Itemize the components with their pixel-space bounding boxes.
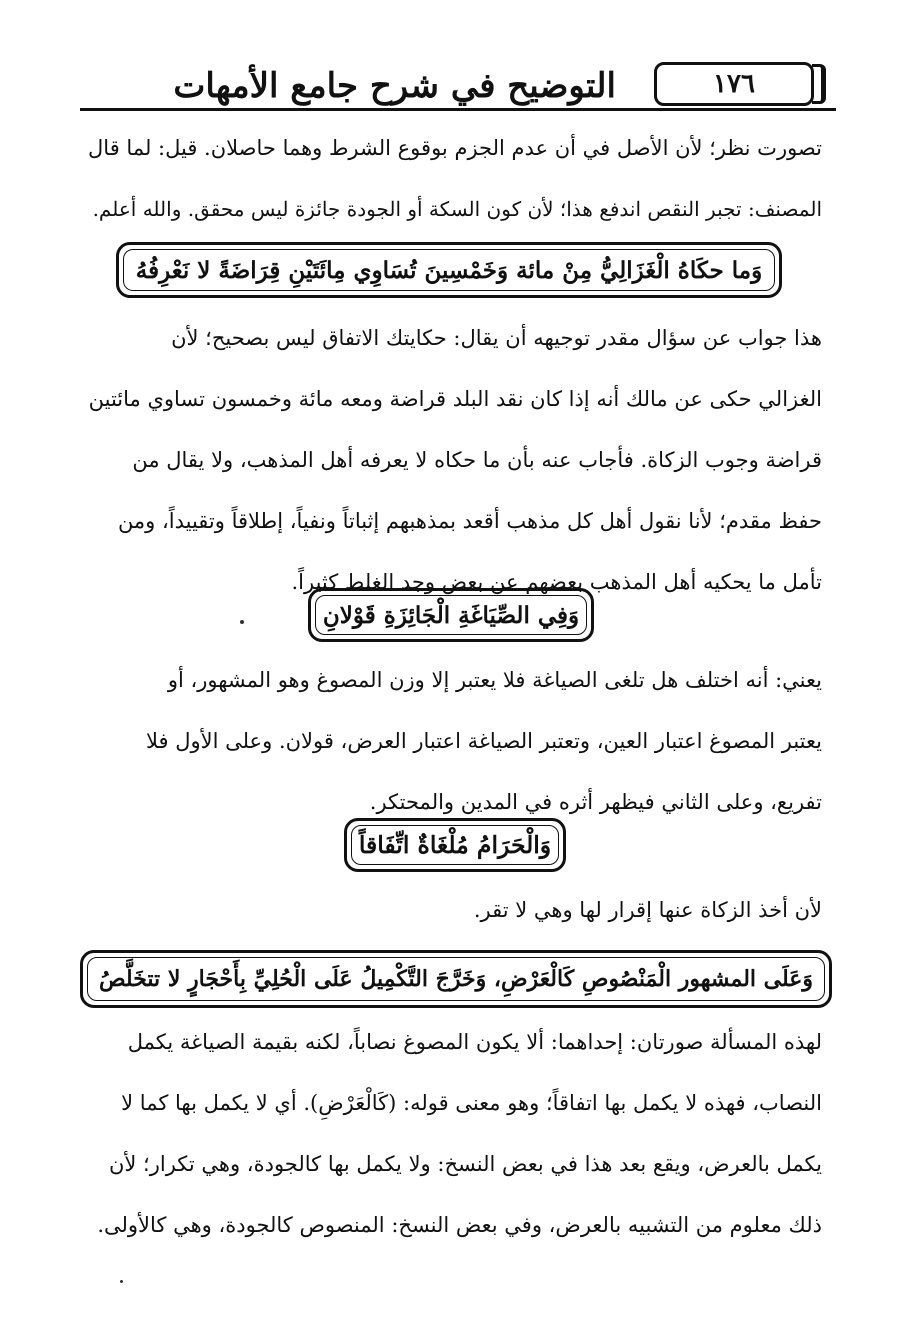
- text-line: قراضة وجوب الزكاة. فأجاب عنه بأن ما حكاه لا يعرفه أهل المذهب، ولا يقال من: [132, 448, 822, 472]
- matn-box-2: [308, 588, 594, 642]
- text-line: هذا جواب عن سؤال مقدر توجيهه أن يقال: حكايتك الاتفاق ليس بصحيح؛ لأن: [171, 326, 822, 350]
- text-line: يكمل بالعرض، ويقع بعد هذا في بعض النسخ: ولا يكمل بها كالجودة، وهي تكرار؛ لأن: [108, 1152, 822, 1176]
- commentary-paragraph-2: [80, 308, 822, 613]
- text-line: ذلك معلوم من التشبيه بالعرض، وفي بعض النسخ: المنصوص كالجودة، وهي كالأولى.: [97, 1213, 822, 1237]
- text-line: حفظ مقدم؛ لأنا نقول أهل كل مذهب أقعد بمذهبهم إثباتاً ونفياً، إطلاقاً وتقييداً، ومن: [117, 509, 822, 533]
- page-number: ١٧٦: [713, 69, 755, 99]
- commentary-paragraph-4: [80, 880, 822, 941]
- text-line: تأمل ما يحكيه أهل المذهب بعضهم عن بعض وجد الغلط كثيراً.: [291, 570, 822, 594]
- text-line: المصنف: تجبر النقص اندفع هذا؛ لأن كون السكة أو الجودة جائزة ليس محقق. والله أعلم.: [92, 197, 822, 221]
- matn-text: وَفِي الصِّيَاغَةِ الْجَائِزَةِ قَوْلانِ: [322, 601, 580, 629]
- matn-text: وَعَلَى المشهور الْمَنْصُوصِ كَالْعَرْضِ، وَخَرَّجَ التَّكْمِيلُ عَلَى الْحُلِيِّ بِأَحْجَارٍ لا تتخَلَّصُ: [98, 966, 814, 992]
- page-header: [80, 62, 836, 110]
- header-rule: [80, 108, 836, 111]
- commentary-paragraph-5: [80, 1012, 822, 1256]
- text-line: يعتبر المصوغ اعتبار العين، وتعتبر الصياغة اعتبار العرض، قولان. وعلى الأول فلا: [145, 729, 822, 753]
- header-ornament-icon: [812, 64, 826, 104]
- matn-box-3: [344, 818, 566, 872]
- page-number-frame: [654, 62, 814, 106]
- text-line: يعني: أنه اختلف هل تلغى الصياغة فلا يعتبر إلا وزن المصوغ وهو المشهور، أو: [167, 668, 822, 692]
- text-line: لأن أخذ الزكاة عنها إقرار لها وهي لا تقر.: [473, 898, 822, 922]
- stray-mark: [120, 1280, 123, 1283]
- matn-text: وَالْحَرَامُ مُلْغَاةٌ اتِّفَاقاً: [358, 831, 552, 859]
- matn-text: وَما حكَاهُ الْغَزَالِيُّ مِنْ مائة وَخَمْسِينَ تُسَاوِي مِائَتَيْنِ قِرَاضَةً لا نَعْرِفُهُ: [135, 256, 763, 284]
- text-line: تصورت نظر؛ لأن الأصل في أن عدم الجزم بوقوع الشرط وهما حاصلان. قيل: لما قال: [88, 136, 822, 160]
- commentary-paragraph-3: [80, 650, 822, 833]
- text-line: النصاب، فهذه لا يكمل بها اتفاقاً؛ وهو معنى قوله: (كَالْعَرْضِ). أي لا يكمل بها كما لا: [121, 1091, 822, 1115]
- commentary-paragraph-1: [80, 118, 822, 240]
- stray-mark: [240, 620, 244, 624]
- text-line: تفريع، وعلى الثاني فيظهر أثره في المدين والمحتكر.: [369, 790, 822, 814]
- running-title: التوضيح في شرح جامع الأمهات: [173, 66, 616, 106]
- text-line: لهذه المسألة صورتان: إحداهما: ألا يكون المصوغ نصاباً، لكنه بقيمة الصياغة يكمل: [127, 1030, 822, 1054]
- matn-box-4: [80, 950, 832, 1008]
- text-line: الغزالي حكى عن مالك أنه إذا كان نقد البلد قراضة ومعه مائة وخمسون تساوي مائتين: [88, 387, 822, 411]
- matn-box-1: [116, 242, 782, 298]
